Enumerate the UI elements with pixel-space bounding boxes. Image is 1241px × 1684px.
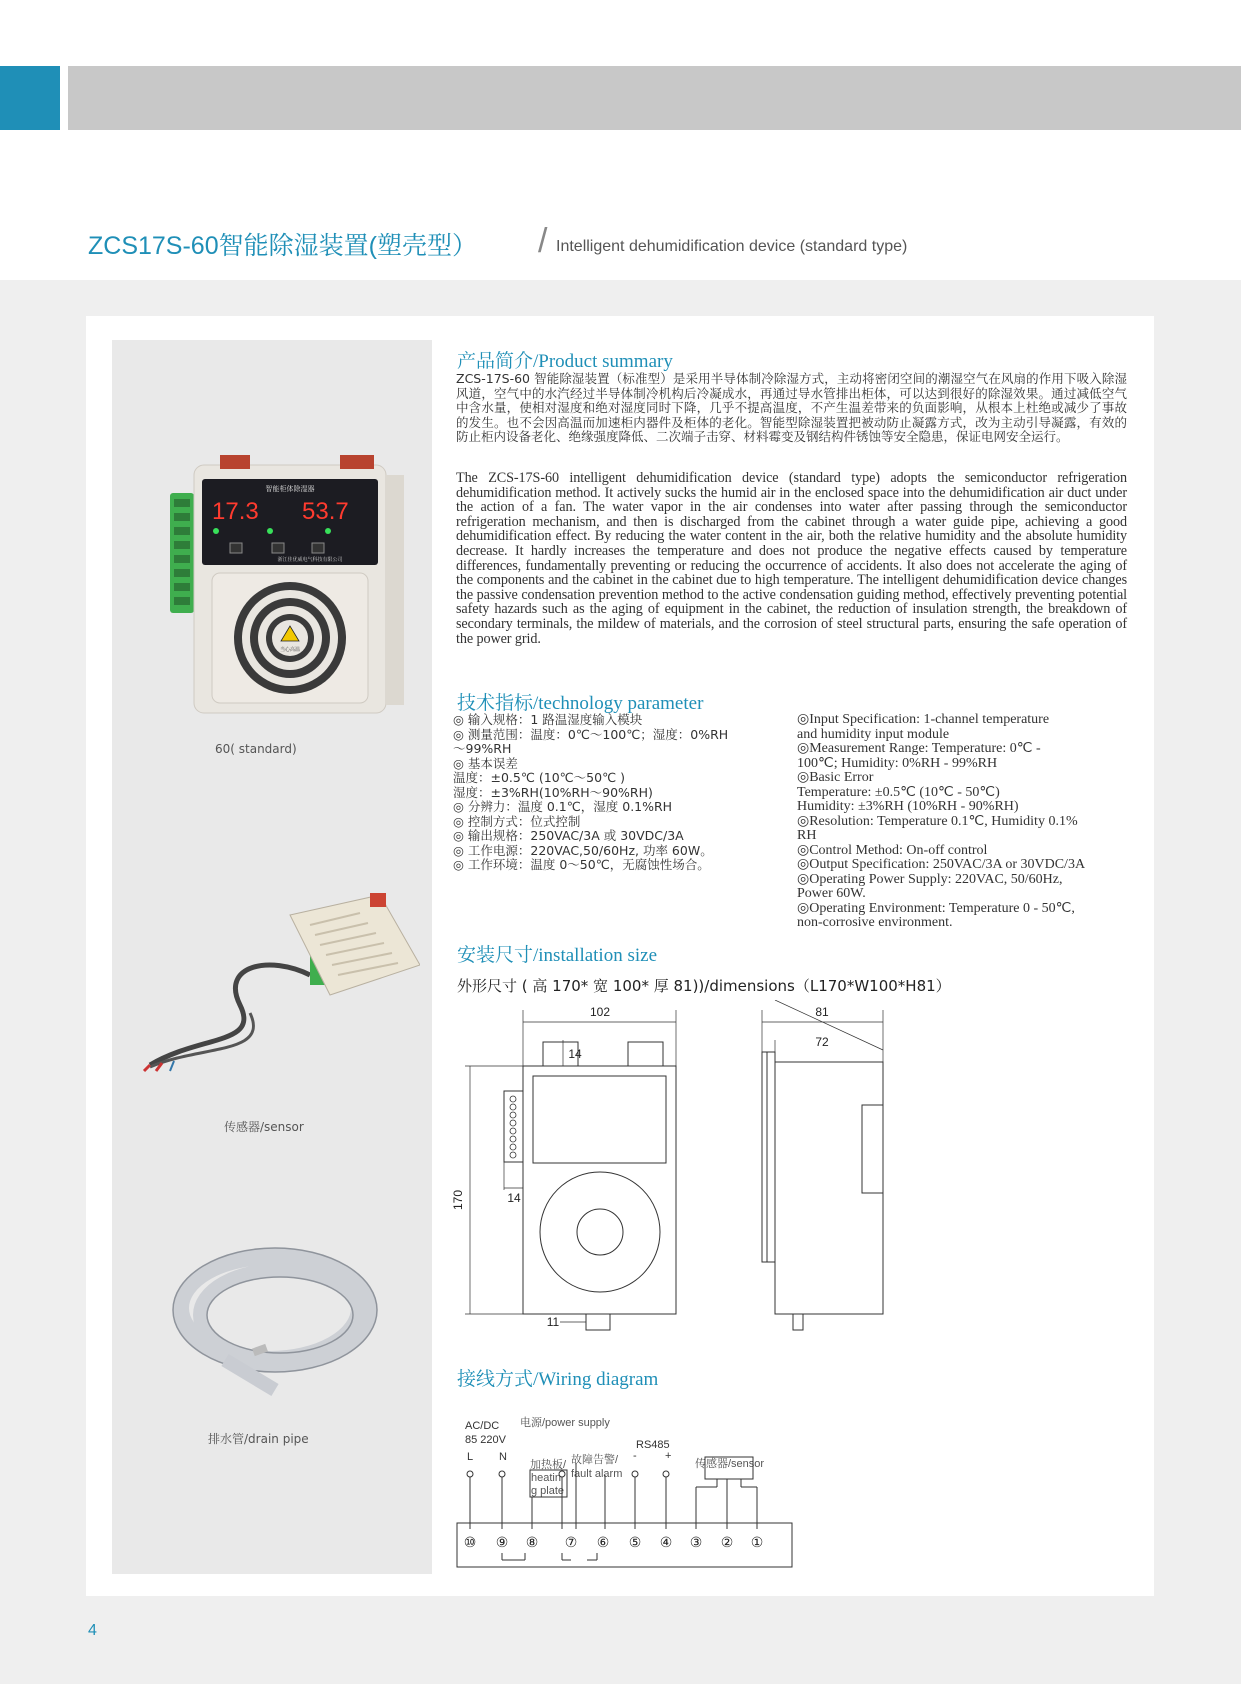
wiring-fault-cn: 故障告警/ <box>571 1454 619 1466</box>
tech-cn-line: ◎ 输出规格：250VAC/3A 或 30VDC/3A <box>453 828 684 843</box>
tech-cn-line: 湿度：±3%RH(10%RH～90%RH) <box>453 784 653 800</box>
sensor-photo <box>140 885 420 1075</box>
tech-cn-line: ◎ 输入规格：1 路温湿度输入模块 <box>453 712 643 727</box>
wiring-heading: 接线方式/Wiring diagram <box>457 1369 659 1390</box>
tech-cn-line: ◎ 工作电源：220VAC,50/60Hz, 功率 60W。 <box>453 842 713 858</box>
page-number: 4 <box>88 1622 97 1639</box>
tech-en-line: ◎Output Specification: 250VAC/3A or 30VDC/3A <box>797 857 1086 872</box>
terminal-4: ④ <box>659 1534 673 1550</box>
tech-en-line: RH <box>797 828 817 843</box>
tech-list-en <box>797 713 1132 931</box>
tech-en-line: ◎Operating Power Supply: 220VAC, 50/60Hz, <box>797 871 1063 887</box>
tech-en-line: Temperature: ±0.5℃ (10℃ - 50℃) <box>797 784 1000 800</box>
terminal-2: ② <box>720 1534 734 1550</box>
page-subtitle: Intelligent dehumidification device (standard type) <box>556 238 908 255</box>
header-accent-block <box>0 66 60 130</box>
terminal-5: ⑤ <box>628 1534 642 1550</box>
device-warning-label: 当心高温 <box>279 647 301 653</box>
tech-en-line: ◎Resolution: Temperature 0.1℃, Humidity 0.1% <box>797 813 1078 829</box>
tech-en-line: ◎Control Method: On-off control <box>797 842 988 858</box>
wiring-heating-en1: heatin <box>531 1472 561 1484</box>
drain-pipe-photo <box>165 1230 395 1400</box>
tech-cn-line: ～99%RH <box>453 741 512 756</box>
tech-cn-line: ◎ 测量范围：温度：0℃～100℃；湿度：0%RH <box>453 726 729 742</box>
tech-en-line: ◎Operating Environment: Temperature 0 - 50℃, <box>797 900 1075 916</box>
tech-cn-line: ◎ 控制方式：位式控制 <box>453 813 581 829</box>
summary-text-cn: ZCS-17S-60 智能除湿装置（标准型）是采用半导体制冷除湿方式，主动将密闭空间的潮湿空气在风扇的作用下吸入除湿风道，空气中的水汽经过半导体制冷机构后冷凝成水，再通过导水管排出柜体，可以达到很好的除湿效果。通过减低空气中含水量，使相对湿度和绝对湿度同时下降，几乎不提高温度，不产生温差带来的负面影响，从根本上杜绝或减少了事故的发生。也不会因高温而加速柜内器件及柜体的老化。智能型除湿装置把被动防止凝露方式，改为主动引导凝露，有效的防止柜内设备老化、绝缘强度降低、二次端子击穿、材料霉变及钢结构件锈蚀等安全隐患，保证电网安全运行。 <box>456 371 1127 445</box>
wiring-minus: - <box>633 1450 637 1462</box>
tech-en-line: Humidity: ±3%RH (10%RH - 90%RH) <box>797 799 1019 814</box>
install-heading: 安装尺寸/installation size <box>457 945 658 966</box>
drain-pipe-caption: 排水管/drain pipe <box>208 1432 309 1446</box>
device-photo <box>160 455 420 720</box>
terminal-6: ⑥ <box>596 1534 610 1550</box>
tech-cn-line: ◎ 工作环境：温度 0～50℃，无腐蚀性场合。 <box>453 857 710 872</box>
terminal-9: ⑨ <box>495 1534 509 1550</box>
terminal-10: ⑩ <box>463 1534 477 1550</box>
tech-cn-line: ◎ 基本误差 <box>453 755 518 771</box>
tech-list-cn <box>453 713 793 873</box>
summary-heading: 产品简介/Product summary <box>457 351 673 372</box>
wiring-heating-en2: g plate <box>531 1485 565 1497</box>
wiring-power-supply: 电源/power supply <box>520 1417 610 1429</box>
tech-en-line: ◎Basic Error <box>797 770 874 785</box>
sensor-caption: 传感器/sensor <box>224 1120 304 1134</box>
dim-left-gap: 14 <box>507 1191 521 1205</box>
tech-en-line: ◎Input Specification: 1-channel temperature <box>797 712 1050 727</box>
dim-side-body: 72 <box>815 1035 829 1049</box>
tech-en-line: ◎Measurement Range: Temperature: 0℃ - <box>797 741 1041 756</box>
tech-en-line: Power 60W. <box>797 886 866 901</box>
dim-top-gap: 14 <box>568 1047 582 1061</box>
wiring-plus: + <box>665 1450 672 1462</box>
wiring-fault-en: fault alarm <box>571 1468 623 1480</box>
device-panel-title: 智能柜体除湿器 <box>265 486 315 493</box>
wiring-voltage: 85 220V <box>465 1434 506 1446</box>
wiring-N: N <box>499 1451 507 1463</box>
wiring-diagram <box>455 1405 795 1570</box>
tech-en-line: and humidity input module <box>797 726 950 742</box>
dimensions-text: 外形尺寸 ( 高 170* 宽 100* 厚 81))/dimensions（L170*W100*H81） <box>457 977 951 995</box>
terminal-7: ⑦ <box>564 1534 578 1550</box>
wiring-sensor: 传感器/sensor <box>695 1458 765 1470</box>
wiring-L: L <box>467 1451 474 1463</box>
terminal-8: ⑧ <box>525 1534 539 1550</box>
wiring-rs485: RS485 <box>636 1439 670 1451</box>
dim-side-depth: 81 <box>815 1005 829 1019</box>
wiring-acdc: AC/DC <box>465 1420 500 1432</box>
dim-front-height: 170 <box>451 1189 465 1211</box>
tech-cn-line: 温度：±0.5℃ (10℃～50℃ ) <box>453 770 625 785</box>
tech-heading: 技术指标/technology parameter <box>457 693 704 714</box>
page-title: ZCS17S-60智能除湿装置(塑壳型） <box>88 232 477 260</box>
device-brand-label: 浙江佳优威电气科技有限公司 <box>277 557 343 563</box>
dim-bottom-gap: 11 <box>546 1315 560 1329</box>
tech-cn-line: ◎ 分辨力：温度 0.1℃，湿度 0.1%RH <box>453 799 673 814</box>
terminal-3: ③ <box>689 1534 703 1550</box>
title-separator: / <box>538 222 548 260</box>
device-caption: 60( standard) <box>215 742 297 756</box>
dim-front-width: 102 <box>589 1005 611 1019</box>
tech-en-line: non-corrosive environment. <box>797 915 953 930</box>
installation-drawing <box>450 1000 900 1340</box>
summary-text-en: The ZCS-17S-60 intelligent dehumidification device (standard type) adopts the semiconductor refrigeration dehumidification method. It actively sucks the humid air in the enclosed space into the dehumidification air duct under the action of a fan. The water vapor in the air condenses into water after passing through the semiconductor refrigeration mechanism, and then is discharged from the cabinet through a water guide pipe, achieving a good dehumidification effect. By reducing the water content in the air, both the relative humidity and the absolute humidity decrease. It hardly increases the temperature and does not produce the negative effects caused by temperature differences, fundamentally preventing or reducing the occurrence of accidents. It also does not accelerate the aging of the components and the cabinet in the cabinet due to high temperature. The intelligent dehumidification device changes the passive condensation prevention method to the active condensation guiding method, effectively preventing potential safety hazards such as the aging of equipment in the cabinet, the reduction of insulation strength, the breakdown of secondary terminals, the mildew of materials, and the corrosion of steel structural parts, ensuring the safe operation of the power grid. <box>456 470 1127 647</box>
wiring-heating-cn: 加热板/ <box>530 1459 567 1471</box>
terminal-1: ① <box>750 1534 764 1550</box>
tech-en-line: 100℃; Humidity: 0%RH - 99%RH <box>797 755 998 771</box>
device-humidity-readout: 53.7 <box>302 498 349 525</box>
device-temp-readout: 17.3 <box>212 498 259 525</box>
header-bar <box>68 66 1241 130</box>
